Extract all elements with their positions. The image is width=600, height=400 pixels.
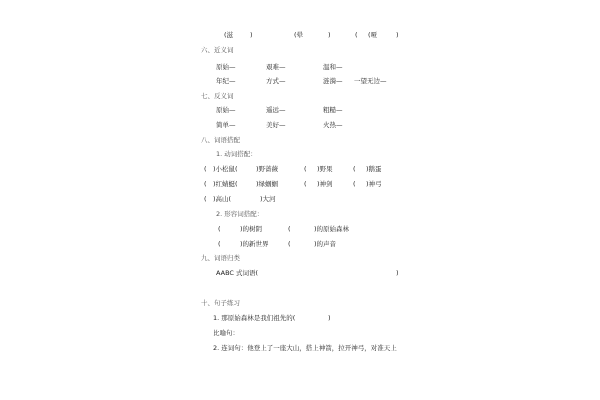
aabc-words-line: AABC 式词语(	[216, 269, 259, 277]
section-10-title: 十、句子练习	[201, 299, 240, 307]
antonym-item: 简单—	[216, 121, 236, 129]
aabc-close-paren: )	[396, 269, 399, 277]
adjective-blank: (	[288, 225, 291, 233]
verb-blank: )野蔷薇	[256, 165, 279, 173]
sentence-item-2: 2. 连词句：他登上了一座大山，搭上神箭，拉开神弓，对准天上	[213, 344, 397, 352]
adjective-blank: )的原始森林	[314, 225, 350, 233]
verb-blank: )红蜻蜓(	[213, 180, 238, 188]
verb-blank: (	[304, 165, 307, 173]
adjective-blank: (	[218, 240, 221, 248]
adjective-blank: (	[288, 240, 291, 248]
verb-collocation-subtitle: 1. 动词搭配：	[216, 150, 257, 158]
synonym-item: 一望无边—	[354, 77, 387, 85]
section-9-title: 九、词语归类	[201, 254, 240, 262]
char-slot-2-open: (晕	[294, 31, 304, 39]
verb-blank: )神剑	[317, 180, 333, 188]
char-slot-4-close: )	[396, 31, 399, 39]
antonym-item: 粗糙—	[323, 106, 343, 114]
char-slot-2-close: )	[328, 31, 331, 39]
char-slot-4-open: (哑	[368, 31, 378, 39]
adjective-blank: (	[218, 225, 221, 233]
antonym-item: 美好—	[266, 121, 286, 129]
adjective-blank: )的声音	[314, 240, 337, 248]
synonym-item: 涟漪—	[323, 77, 343, 85]
verb-blank: )鹅蛋	[366, 165, 382, 173]
verb-blank: )野果	[317, 165, 333, 173]
antonym-item: 遥远—	[266, 106, 286, 114]
verb-blank: )小松鼠(	[213, 165, 238, 173]
synonym-item: 原始—	[216, 63, 236, 71]
section-7-title: 七、反义词	[201, 92, 234, 100]
adjective-blank: )的新世界	[240, 240, 269, 248]
sentence-item-1: 1. 那原始森林是我们祖先的(	[213, 314, 296, 322]
section-6-title: 六、近义词	[201, 46, 234, 54]
char-slot-1-close: )	[250, 31, 253, 39]
verb-blank: (	[204, 165, 207, 173]
verb-blank: (	[353, 180, 356, 188]
verb-blank: (	[353, 165, 356, 173]
verb-blank: (	[204, 195, 207, 203]
section-8-title: 八、词语搭配	[201, 136, 240, 144]
verb-blank: )高山(	[213, 195, 232, 203]
verb-blank: (	[204, 180, 207, 188]
verb-blank: )绿蝈蝈	[256, 180, 279, 188]
adjective-blank: )的树阴	[240, 225, 263, 233]
synonym-item: 方式—	[266, 77, 286, 85]
verb-blank: (	[304, 180, 307, 188]
sentence-item-1-close: )	[328, 314, 331, 322]
synonym-item: 年纪—	[216, 77, 236, 85]
verb-blank: )神弓	[366, 180, 382, 188]
synonym-item: 温和—	[323, 63, 343, 71]
antonym-item: 原始—	[216, 106, 236, 114]
synonym-item: 艰难—	[266, 63, 286, 71]
verb-blank: )大河	[260, 195, 276, 203]
adjective-collocation-subtitle: 2. 形容词搭配：	[216, 210, 264, 218]
char-slot-3-open: (	[355, 31, 358, 39]
simile-label: 比喻句：	[213, 329, 239, 337]
antonym-item: 火热—	[323, 121, 343, 129]
char-slot-1-open: (滋	[224, 31, 234, 39]
